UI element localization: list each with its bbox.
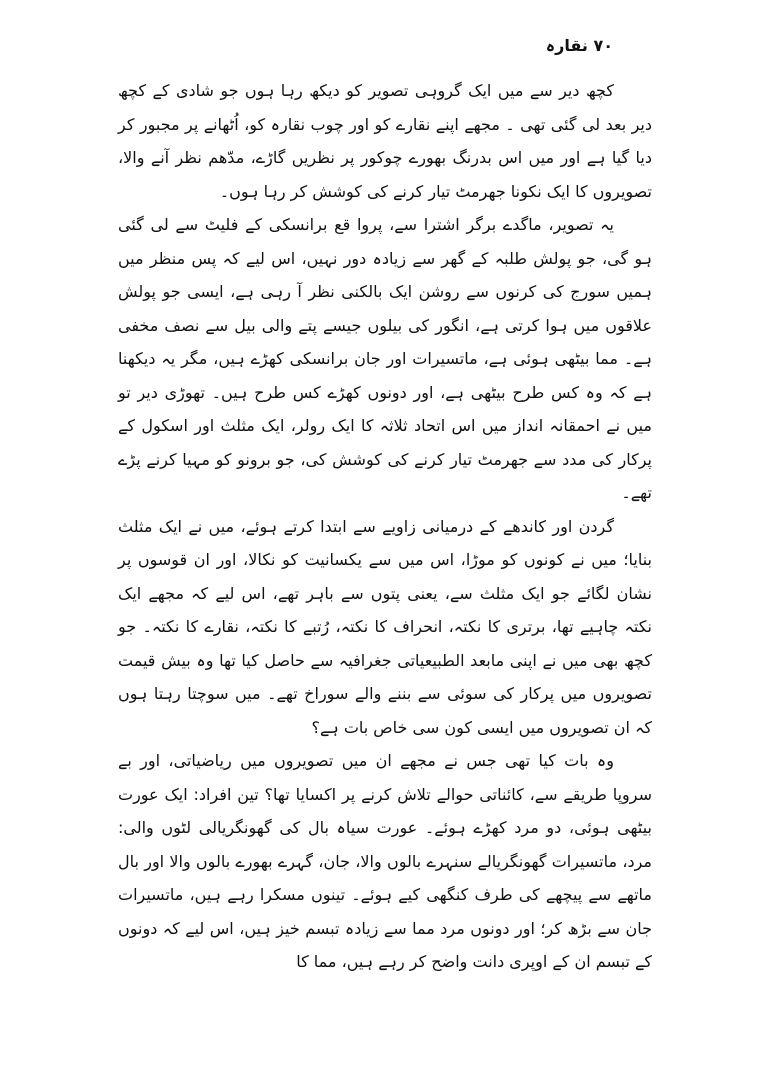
paragraph: وہ بات کیا تھی جس نے مجھے ان میں تصویروں میں ریاضیاتی، اور بے سروپا طریقے سے، کائناتی حوالے تلاش کرنے پر اکسایا تھا؟ تین افراد: ایک عورت بیٹھی ہوئی، دو مرد کھڑے ہوئے۔ عورت سیاہ بال کی گھونگریالی لٹوں والی: مرد، ماتسیرات گھونگریالے سنہرے بالوں والا، جان، گہرے بھورے بالوں والا اور بال ماتھے سے پیچھے کی طرف کنگھی کیے ہوئے۔ تینوں مسکرا رہے ہیں، ماتسیرات جان سے بڑھ کر؛ اور دونوں مرد مما سے زیادہ تبسم خیز ہیں، اس لیے کہ دونوں کے تبسم ان کے اوپری دانت واضح کر رہے ہیں، مما کا <box>118 751 652 971</box>
paragraph: گردن اور کاندھے کے درمیانی زاویے سے ابتدا کرتے ہوئے، میں نے ایک مثلث بنایا؛ میں نے کونوں کو موڑا، اس میں سے یکسانیت کو نکالا، اور ان قوسوں پر نشان لگائے جو ایک مثلث سے، یعنی پتوں سے باہر تھے، اس لیے کہ مجھے ایک نکتہ چاہیے تھا، برتری کا نکتہ، انحراف کا نکتہ، رُتبے کا نکتہ، نقارے کا نکتہ۔ جو کچھ بھی میں نے اپنی مابعد الطبیعیاتی جغرافیہ سے حاصل کیا تھا وہ بیش قیمت تصویروں میں پرکار کی سوئی سے بننے والے سوراخ تھے۔ میں سوچتا رہتا ہوں کہ ان تصویروں میں ایسی کون سی خاص بات ہے؟ <box>118 516 652 737</box>
page-header <box>546 36 613 55</box>
page-number: ۷۰ <box>593 36 613 55</box>
paragraph: یہ تصویر، ماگدے برگر اشترا سے، پروا قع برانسکی کے فلیٹ سے لی گئی ہو گی، جو پولش طلبہ کے گھر سے زیادہ دور نہیں، اس لیے کہ پس منظر میں ہمیں سورج کی کرنوں سے روشن ایک بالکنی نظر آ رہی ہے، ایسی جو پولش علاقوں میں ہوا کرتی ہے، انگور کی بیلوں جیسے پتے والی بیل سے نصف مخفی ہے۔ مما بیٹھی ہوئی ہے، ماتسیرات اور جان برانسکی کھڑے ہیں، مگر یہ دیکھنا ہے کہ وہ کس طرح بیٹھی ہے، اور دونوں کھڑے کس طرح ہیں۔ تھوڑی دیر تو میں نے احمقانہ انداز میں اس اتحاد ثلاثہ کا ایک رولر، ایک مثلث اور اسکول کے پرکار کی مدد سے جھرمٹ تیار کرنے کی کوشش کی، جو برونو کو مہیا کرنے پڑے تھے۔ <box>118 215 652 502</box>
body-text <box>118 74 652 979</box>
running-title: نقارہ <box>545 36 588 55</box>
paragraph: کچھ دیر سے میں ایک گروہی تصویر کو دیکھ رہا ہوں جو شادی کے کچھ دیر بعد لی گئی تھی ۔ مجھے اپنے نقارے کو اور چوب نقارہ کو، اُٹھانے پر مجبور کر دیا گیا ہے اور میں اس بدرنگ بھورے چوکور پر نظریں گاڑے، مدّھم نظر آنے والا، تصویروں کا ایک نکونا جھرمٹ تیار کرنے کی کوشش کر رہا ہوں۔ <box>118 81 652 201</box>
